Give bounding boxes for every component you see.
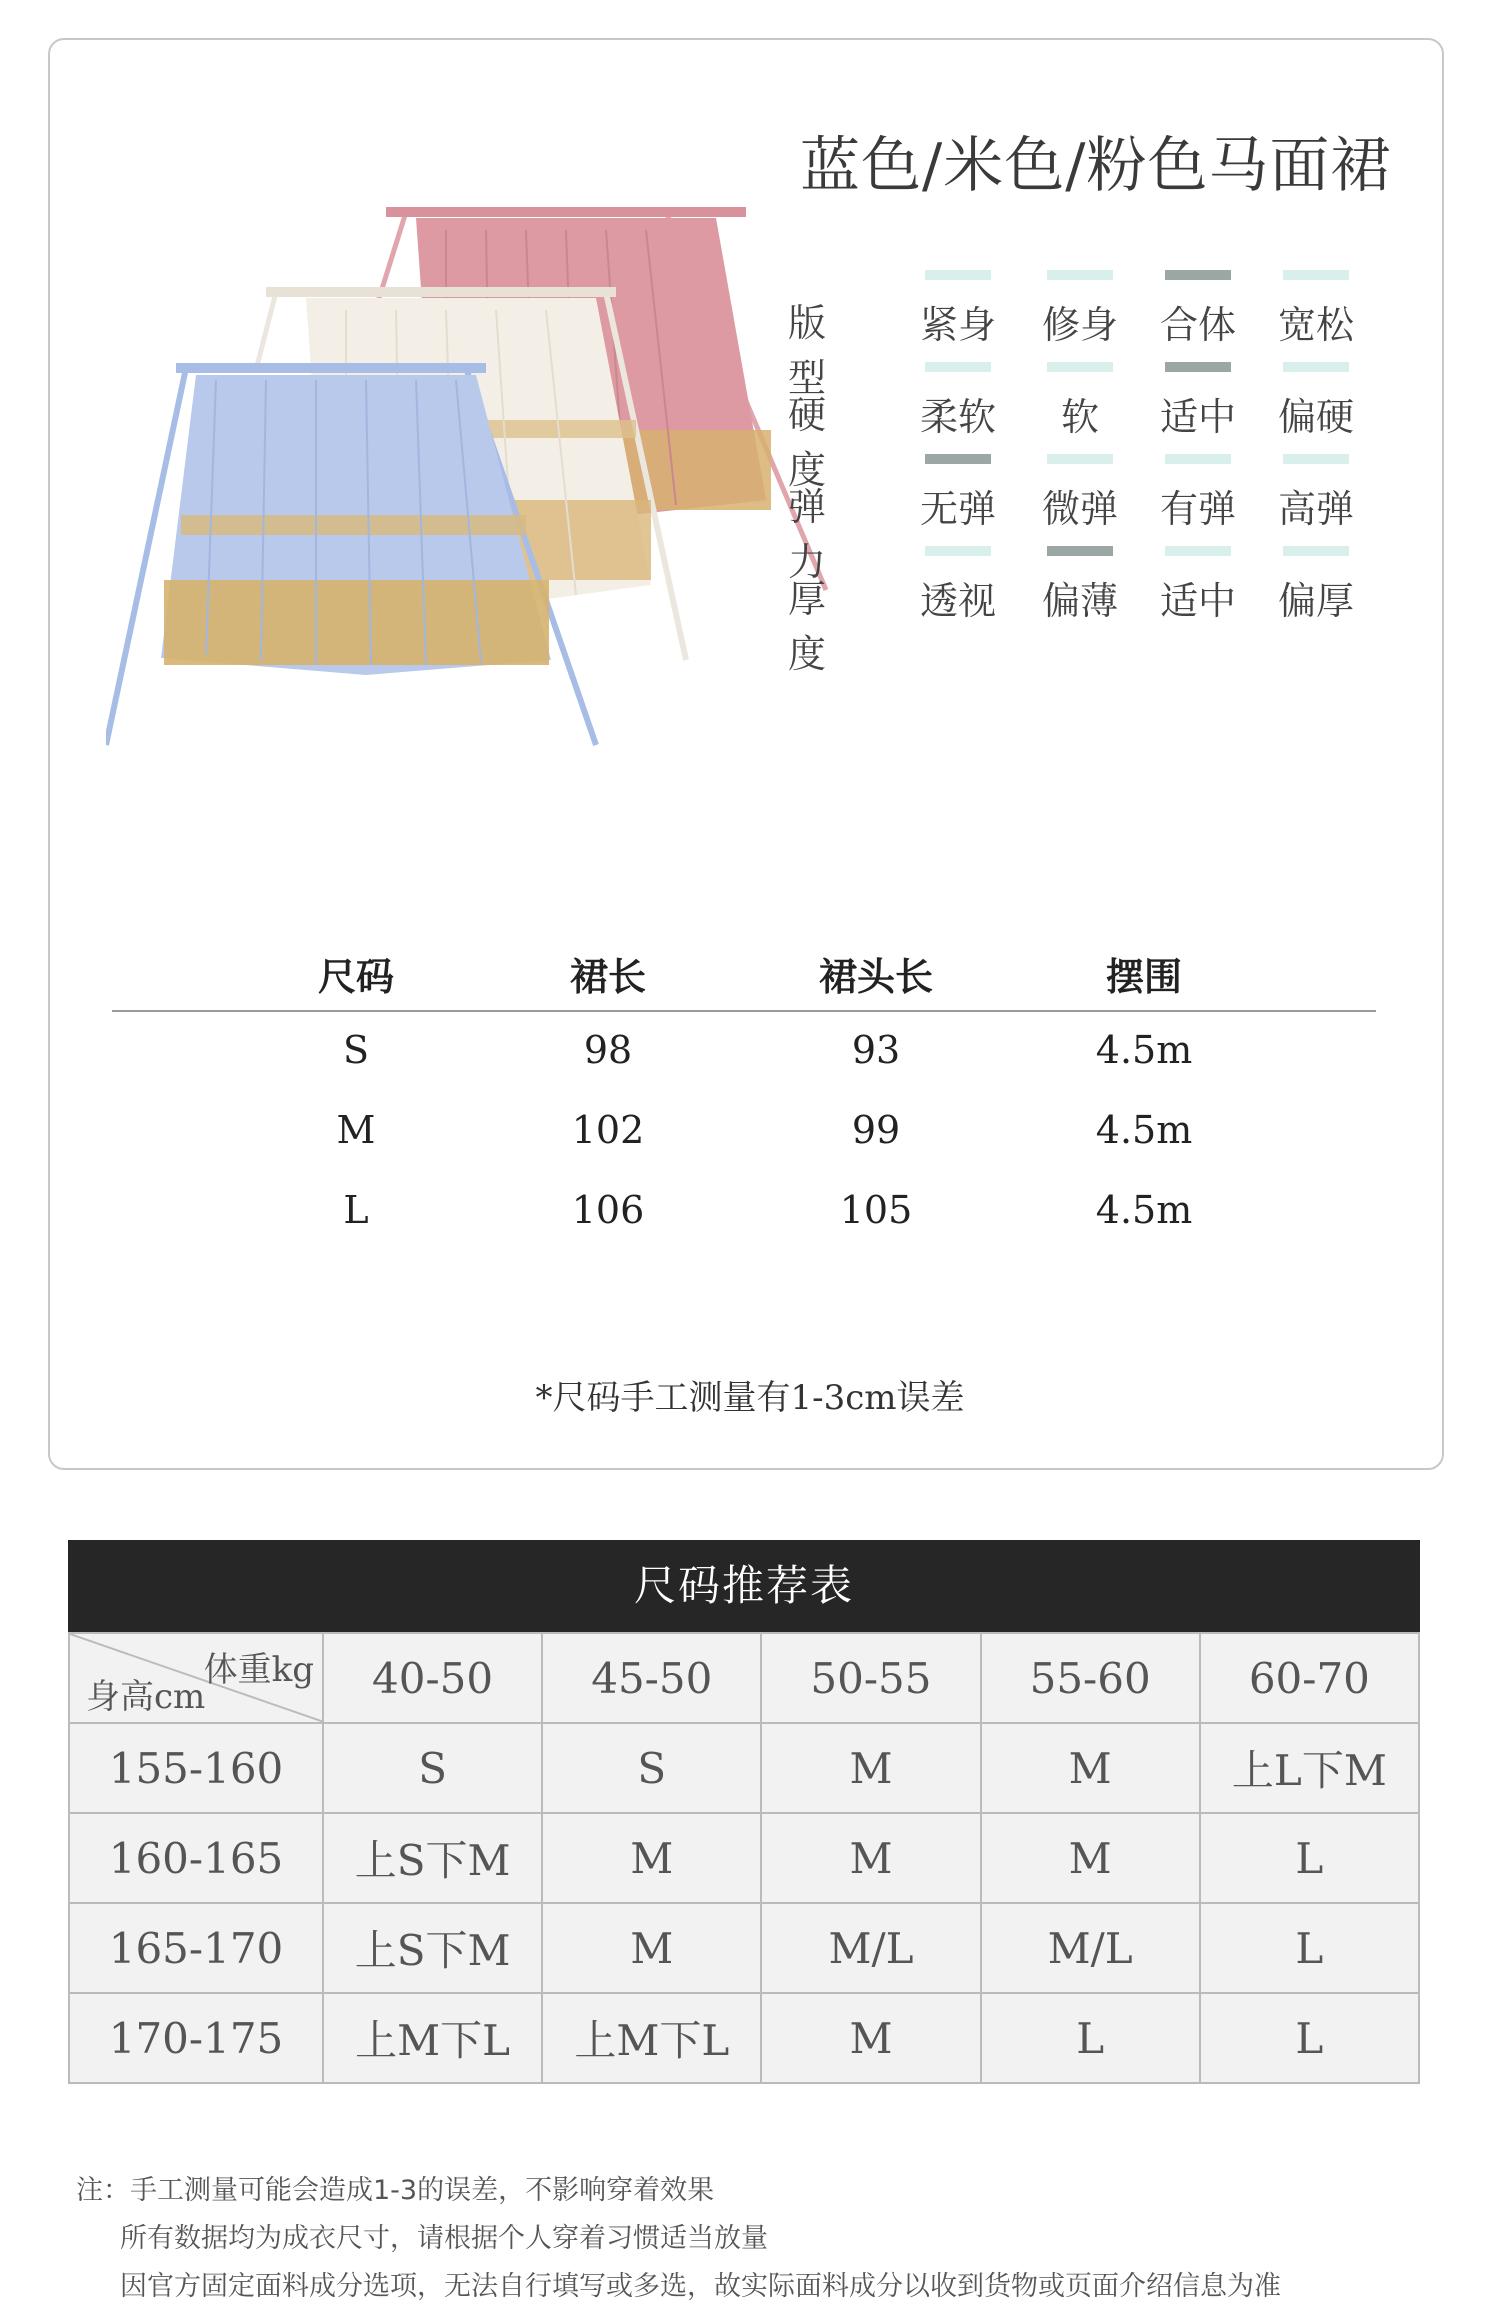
measure-cell: 93 [851, 1028, 901, 1072]
attr-indicator-bar [1047, 454, 1113, 464]
measure-cell: 98 [583, 1028, 633, 1072]
attr-indicator-bar [1047, 270, 1113, 280]
attr-option [1158, 270, 1238, 349]
measure-cell: 106 [571, 1188, 645, 1232]
attr-option [1158, 454, 1238, 533]
attr-option-label: 高弹 [1277, 487, 1354, 531]
measure-cell: 105 [839, 1188, 913, 1232]
size-cell: 上M下L [542, 1993, 761, 2083]
attr-option-label: 偏硬 [1277, 395, 1354, 439]
attr-option [1276, 362, 1356, 441]
size-cell: S [542, 1723, 761, 1813]
footnote: 因官方固定面料成分选项，无法自行填写或多选，故实际面料成分以收到货物或页面介绍信息为准 [120, 2271, 1281, 2302]
attr-option-label: 适中 [1159, 395, 1236, 439]
size-cell: 上L下M [1200, 1723, 1419, 1813]
attr-option-label: 透视 [919, 579, 996, 623]
measure-cell: 4.5m [1095, 1188, 1193, 1232]
attr-option [918, 270, 998, 349]
attr-option-label: 偏薄 [1041, 579, 1118, 623]
attr-option-label: 偏厚 [1277, 579, 1354, 623]
attr-option [918, 546, 998, 625]
measure-cell: 102 [571, 1108, 645, 1152]
attr-indicator-bar [1283, 270, 1349, 280]
attr-option [1040, 270, 1120, 349]
size-cell: M/L [981, 1903, 1200, 1993]
attr-indicator-bar [1047, 546, 1113, 556]
attr-indicator-bar [1283, 546, 1349, 556]
size-cell: M [542, 1903, 761, 1993]
measure-cell: 99 [851, 1108, 901, 1152]
size-cell: M [981, 1723, 1200, 1813]
height-header: 170-175 [69, 1993, 323, 2083]
attr-indicator-bar [1165, 546, 1231, 556]
attr-option [1040, 546, 1120, 625]
header-size: 尺码 [317, 954, 394, 999]
attr-indicator-bar [1165, 362, 1231, 372]
size-cell: M [761, 1813, 980, 1903]
attr-option [1158, 546, 1238, 625]
footnote: 注：手工测量可能会造成1-3的误差，不影响穿着效果 [76, 2175, 715, 2206]
table-row [69, 1813, 1419, 1903]
header-hem: 摆围 [1105, 954, 1182, 999]
header-divider [112, 1010, 1376, 1012]
weight-header: 50-55 [761, 1633, 980, 1723]
attr-option [918, 454, 998, 533]
footnote: 所有数据均为成衣尺寸，请根据个人穿着习惯适当放量 [120, 2223, 768, 2254]
attr-option-label: 修身 [1041, 303, 1118, 347]
attr-option [1158, 362, 1238, 441]
attr-option-label: 适中 [1159, 579, 1236, 623]
attr-indicator-bar [1165, 270, 1231, 280]
measure-cell: 4.5m [1095, 1028, 1193, 1072]
size-cell: L [1200, 1903, 1419, 1993]
size-cell: M [542, 1813, 761, 1903]
attr-option-label: 无弹 [919, 487, 996, 531]
size-cell: M [981, 1813, 1200, 1903]
size-cell: M [761, 1723, 980, 1813]
weight-header: 60-70 [1200, 1633, 1419, 1723]
attr-option [1276, 546, 1356, 625]
attr-indicator-bar [1283, 454, 1349, 464]
size-cell: L [1200, 1813, 1419, 1903]
size-cell: M/L [761, 1903, 980, 1993]
weight-header: 45-50 [542, 1633, 761, 1723]
measure-cell: S [342, 1028, 370, 1072]
weight-label: 体重kg [203, 1650, 314, 1690]
attr-label: 厚度 [788, 577, 827, 676]
measure-cell: L [343, 1188, 369, 1232]
header-waist: 裙头长 [818, 954, 933, 999]
size-cell: 上M下L [323, 1993, 542, 2083]
size-recommendation-table [68, 1540, 1420, 2084]
attr-option-label: 紧身 [919, 303, 996, 347]
attr-option [1276, 454, 1356, 533]
size-cell: M [761, 1993, 980, 2083]
attr-label: 弹力 [788, 485, 827, 584]
attr-option [1040, 454, 1120, 533]
product-info-card [48, 38, 1444, 1470]
measure-cell: M [336, 1108, 376, 1152]
header-length: 裙长 [569, 954, 646, 999]
attr-indicator-bar [1283, 362, 1349, 372]
attr-option-label: 微弹 [1041, 487, 1118, 531]
attr-option-label: 宽松 [1277, 303, 1354, 347]
attr-indicator-bar [925, 546, 991, 556]
height-header: 160-165 [69, 1813, 323, 1903]
attr-indicator-bar [1047, 362, 1113, 372]
table-row [69, 1723, 1419, 1813]
measure-note: *尺码手工测量有1-3cm误差 [535, 1378, 965, 1418]
attr-option-label: 软 [1060, 395, 1099, 439]
table-row [69, 1903, 1419, 1993]
attr-label: 硬度 [788, 393, 827, 492]
attr-option-label: 有弹 [1159, 487, 1236, 531]
attr-label: 版型 [788, 301, 827, 400]
attr-indicator-bar [1165, 454, 1231, 464]
table-row [69, 1993, 1419, 2083]
size-cell: S [323, 1723, 542, 1813]
attr-option [918, 362, 998, 441]
attr-option [1276, 270, 1356, 349]
product-title: 蓝色/米色/粉色马面裙 [800, 131, 1392, 201]
size-cell: L [1200, 1993, 1419, 2083]
rec-title: 尺码推荐表 [68, 1540, 1420, 1632]
attr-indicator-bar [925, 362, 991, 372]
size-cell: 上S下M [323, 1813, 542, 1903]
height-label: 身高cm [86, 1677, 206, 1717]
height-header: 155-160 [69, 1723, 323, 1813]
weight-header: 40-50 [323, 1633, 542, 1723]
height-header: 165-170 [69, 1903, 323, 1993]
size-cell: L [981, 1993, 1200, 2083]
measure-cell: 4.5m [1095, 1108, 1193, 1152]
corner-cell [69, 1633, 323, 1723]
attr-option [1040, 362, 1120, 441]
skirts-image [106, 200, 836, 760]
attr-option-label: 柔软 [919, 395, 996, 439]
attr-indicator-bar [925, 270, 991, 280]
size-cell: 上S下M [323, 1903, 542, 1993]
attr-option-label: 合体 [1159, 303, 1236, 347]
weight-header: 55-60 [981, 1633, 1200, 1723]
attr-indicator-bar [925, 454, 991, 464]
